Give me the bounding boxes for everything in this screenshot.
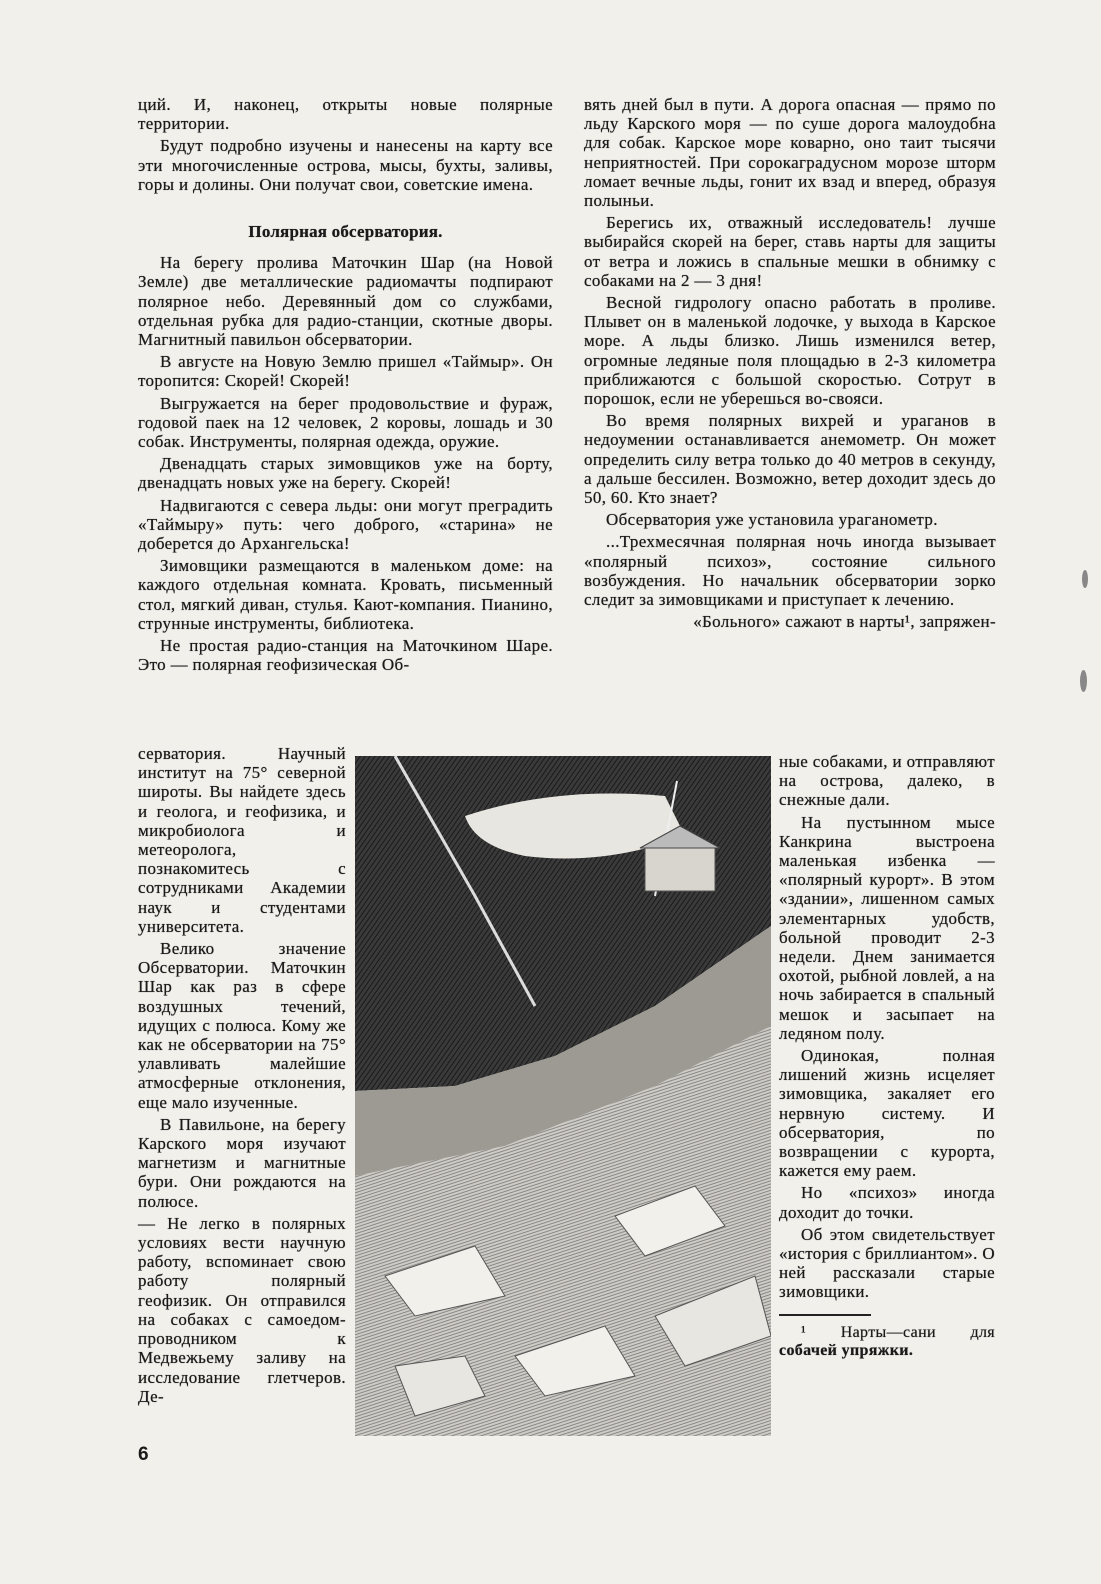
paragraph: ций. И, наконец, открыты новые полярные территории.	[138, 95, 553, 134]
section-heading: Полярная обсерватория.	[248, 222, 443, 242]
paragraph: Не простая радио-станция на Маточкином Шаре. Это — полярная геофизическая Об-	[138, 636, 553, 675]
paragraph: Берегись их, отважный исследователь! лучше выбирайся скорей на берег, ставь нарты для защиты от ветра и ложись в спальные мешки в обнимку с собаками на 2 — 3 дня!	[584, 213, 996, 290]
paragraph: ные собаками, и отправляют на острова, далеко, в снежные дали.	[779, 752, 995, 810]
left-column-narrow	[138, 744, 346, 1409]
footnote-line: собачей упряжки.	[779, 1341, 914, 1359]
paragraph: Одинокая, полная лишений жизнь исцеляет зимовщика, закаляет его нервную систему. И обсерватория, по возвращении с курорта, кажется ему раем.	[779, 1046, 995, 1181]
paragraph: вять дней был в пути. А дорога опасная — прямо по льду Карского моря — по суше дорога малоудобна для собак. Карское море коварно, оно таит тысячи неприятностей. При сорокаградусном морозе шторм ломает вечные льды, гонит их взад и вперед, образуя полыньи.	[584, 95, 996, 211]
paragraph: ...Трехмесячная полярная ночь иногда вызывает «полярный психоз», состояние сильного возбуждения. Но начальник обсерватории зорко следит за зимовщиками и приступает к лечению.	[584, 532, 996, 610]
paragraph: серватория. Научный институт на 75° северной широты. Вы найдете здесь и геолога, и геофизика, и микробиолога и метеоролога, познакомитесь с сотрудниками Академии наук и студентами университета.	[138, 744, 346, 936]
paragraph: Весной гидрологу опасно работать в проливе. Плывет он в маленькой лодочке, у выхода в Карское море. А льды близко. Лишь изменился ветер, огромные ледяные поля площадью в 2-3 километра приближаются с большой скоростью. Сотрут в порошок, если не уберешься во-свояси.	[584, 293, 996, 409]
paragraph: Будут подробно изучены и нанесены на карту все эти многочисленные острова, мысы, бухты, заливы, горы и долины. Они получат свои, советские имена.	[138, 136, 553, 194]
paragraph: «Больного» сажают в нарты¹, запряжен-	[693, 612, 996, 632]
footnote	[779, 1324, 995, 1360]
illustration-polar-station	[355, 756, 771, 1436]
paragraph: В Павильоне, на берегу Карского моря изучают магнетизм и магнитные бури. Они рождаются на полюсе.	[138, 1114, 346, 1211]
paragraph: Но «психоз» иногда доходит до точки.	[779, 1183, 995, 1222]
footnote-divider	[779, 1314, 871, 1316]
footnote-marker: ¹	[801, 1323, 807, 1341]
right-column-narrow	[779, 752, 995, 1363]
paragraph: Двенадцать старых зимовщиков уже на борту, двенадцать новых уже на берегу. Скорей!	[138, 454, 553, 493]
paragraph: Обсерватория уже установила ураганометр.	[606, 510, 938, 530]
paragraph: Зимовщики размещаются в маленьком доме: на каждого отдельная комната. Кровать, письменный стол, мягкий диван, стулья. Кают-компания. Пианино, струнные инструменты, библиотека.	[138, 556, 553, 633]
right-column-top	[584, 95, 996, 634]
paragraph: В августе на Новую Землю пришел «Таймыр». Он торопится: Скорей! Скорей!	[138, 352, 553, 391]
paragraph: На берегу пролива Маточкин Шар (на Новой Земле) две металлические радиомачты подпирают полярное небо. Деревянный дом со службами, отдельная рубка для радио-станции, скотные дворы. Магнитный павильон обсерватории.	[138, 253, 553, 350]
footnote-line: Нарты—сани для	[840, 1323, 995, 1341]
paragraph: Во время полярных вихрей и ураганов в недоумении останавливается анемометр. Он может определить силу ветра только до 40 метров в секунду, а дальше бессилен. Возможно, ветер доходит здесь до 50, 60. Кто знает?	[584, 411, 996, 508]
scan-mark	[1080, 670, 1087, 692]
paragraph: — Не легко в полярных условиях вести научную работу, вспоминает свою работу полярный геофизик. Он отправился на собаках с самоедом-проводником к Медвежьему заливу на исследование глетчеров. Де-	[138, 1213, 346, 1406]
paragraph: Об этом свидетельствует «история с бриллиантом». О ней рассказали старые зимовщики.	[779, 1224, 995, 1302]
scan-mark	[1082, 570, 1088, 588]
paragraph: Надвигаются с севера льды: они могут преградить «Таймыру» путь: чего доброго, «старина» не доберется до Архангельска!	[138, 495, 553, 554]
left-column-top	[138, 95, 553, 677]
paragraph: На пустынном мысе Канкрина выстроена маленькая избенка — «полярный курорт». В этом «здании», лишенном самых элементарных удобств, больной проводит 2-3 недели. Днем занимается охотой, рыбной ловлей, а на ночь забирается в спальный мешок и засыпает на ледяном полу.	[779, 812, 995, 1043]
paragraph: Велико значение Обсерватории. Маточкин Шар как раз в сфере воздушных течений, идущих с полюса. Кому же как не обсерватории на 75° улавливать малейшие атмосферные отклонения, еще мало изученные.	[138, 939, 346, 1112]
page-number: 6	[138, 1444, 149, 1465]
paragraph: Выгружается на берег продовольствие и фураж, годовой паек на 12 человек, 2 коровы, лошадь и 30 собак. Инструменты, полярная одежда, оружие.	[138, 393, 553, 452]
